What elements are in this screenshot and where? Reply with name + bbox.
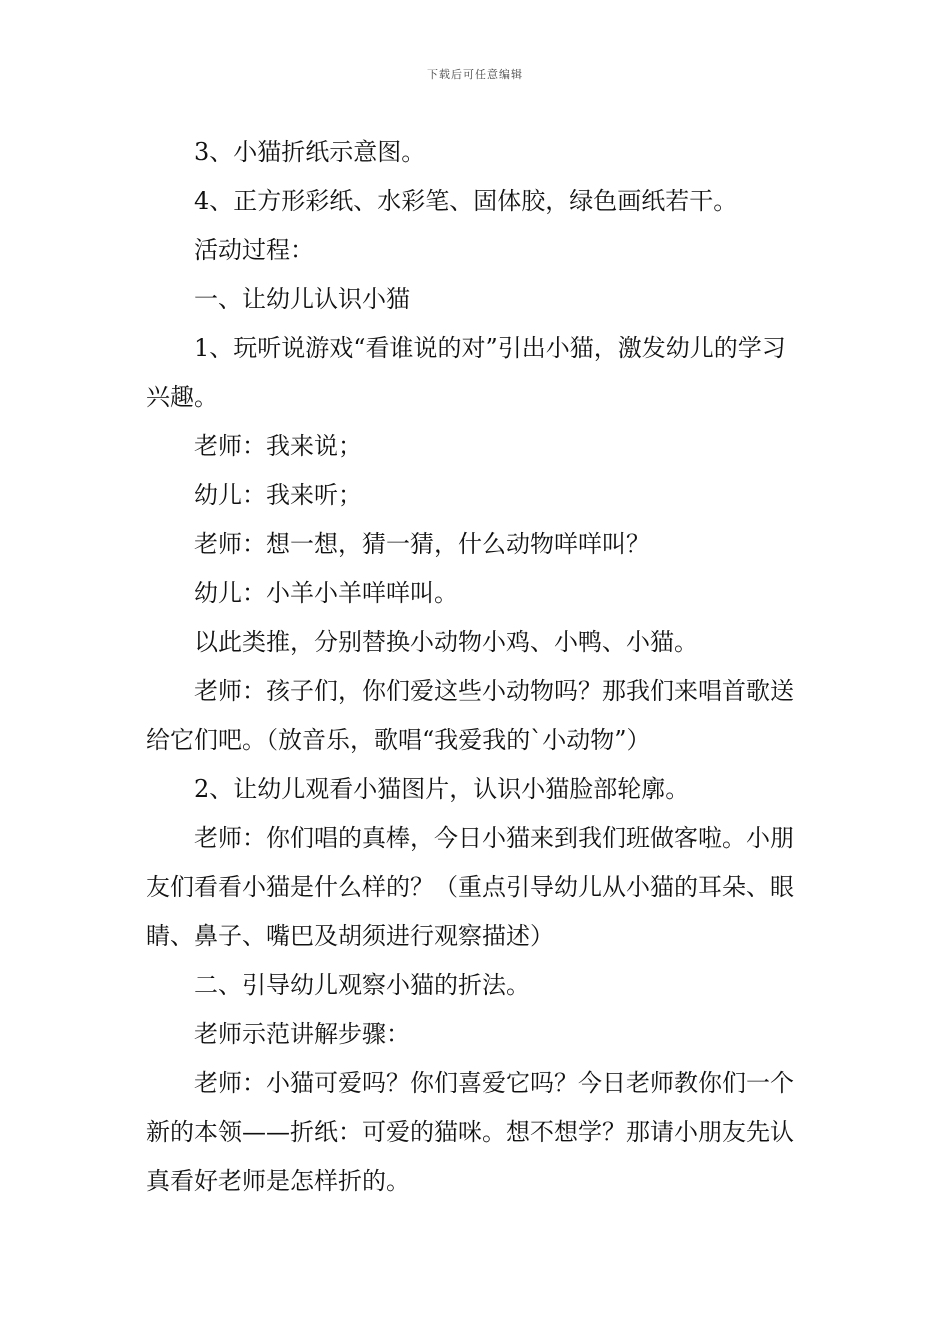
document-body	[146, 128, 806, 1206]
paragraph: 老师：你们唱的真棒，今日小猫来到我们班做客啦。小朋友们看看小猫是什么样的？（重点引导幼儿从小猫的耳朵、眼睛、鼻子、嘴巴及胡须进行观察描述）	[146, 824, 794, 950]
paragraph: 老师：我来说；	[194, 432, 362, 460]
paragraph: 以此类推，分别替换小动物小鸡、小鸭、小猫。	[194, 628, 698, 656]
paragraph: 老师示范讲解步骤：	[194, 1020, 410, 1048]
paragraph: 1、玩听说游戏“看谁说的对”引出小猫，激发幼儿的学习兴趣。	[146, 334, 786, 411]
paragraph: 3、小猫折纸示意图。	[194, 138, 426, 166]
paragraph: 老师：小猫可爱吗？你们喜爱它吗？今日老师教你们一个新的本领——折纸：可爱的猫咪。想不想学？那请小朋友先认真看好老师是怎样折的。	[146, 1069, 794, 1195]
paragraph: 2、让幼儿观看小猫图片，认识小猫脸部轮廓。	[194, 775, 690, 803]
paragraph: 幼儿：小羊小羊咩咩叫。	[194, 579, 458, 607]
paragraph: 二、引导幼儿观察小猫的折法。	[194, 971, 530, 999]
paragraph: 幼儿：我来听；	[194, 481, 362, 509]
paragraph: 一、让幼儿认识小猫	[194, 285, 410, 313]
paragraph: 活动过程：	[194, 236, 314, 264]
page-header: 下载后可任意编辑	[427, 68, 523, 81]
paragraph: 老师：想一想，猜一猜，什么动物咩咩叫？	[194, 530, 650, 558]
paragraph: 4、正方形彩纸、水彩笔、固体胶，绿色画纸若干。	[194, 187, 738, 215]
paragraph: 老师：孩子们，你们爱这些小动物吗？那我们来唱首歌送给它们吧。（放音乐，歌唱“我爱我的`小动物”）	[146, 677, 794, 754]
